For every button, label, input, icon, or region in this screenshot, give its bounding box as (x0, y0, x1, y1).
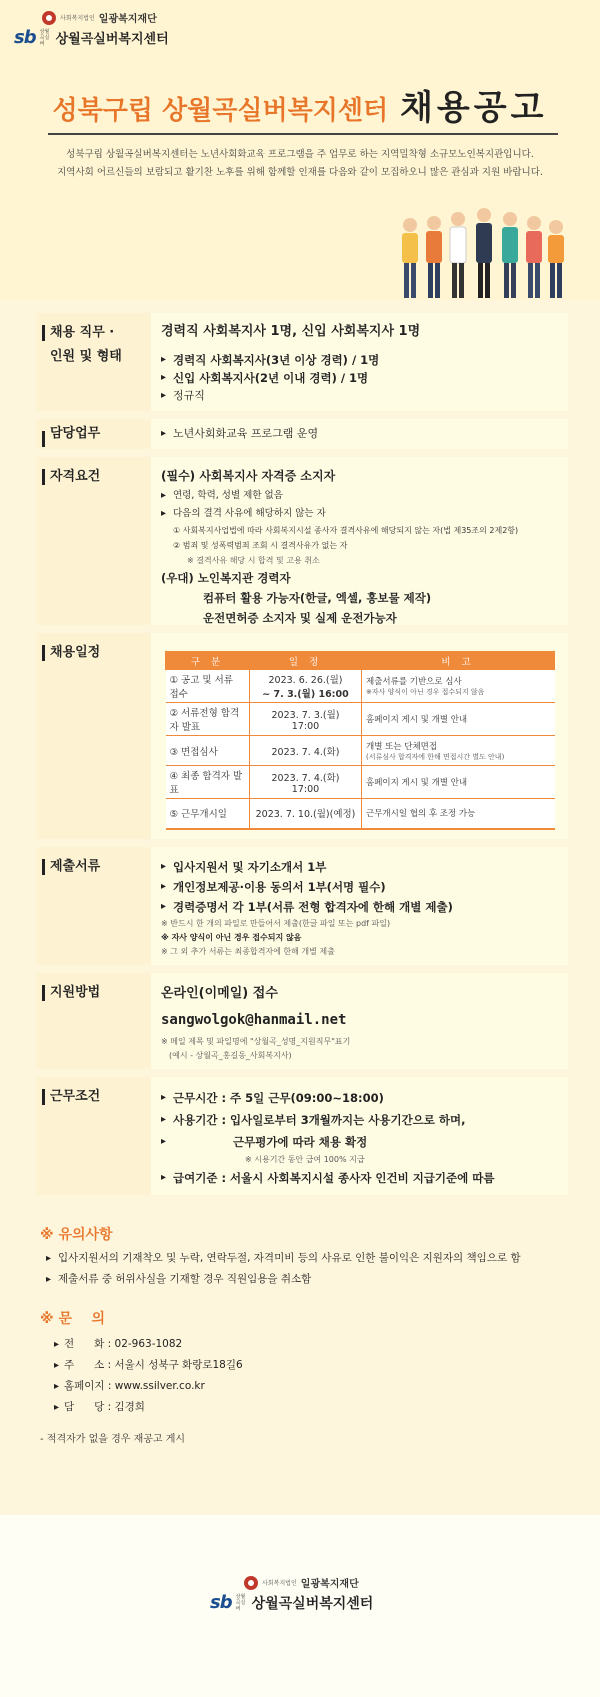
table-header-row (166, 652, 555, 670)
job-details (36, 313, 568, 1203)
contact-homepage[interactable]: ▸ 홈페이지 : www.ssilver.co.kr (40, 1376, 570, 1397)
person-figure-icon (450, 212, 466, 298)
table-row (166, 766, 555, 799)
qual-required: (필수) 사회복지사 자격증 소지자 (161, 469, 336, 483)
schedule-date (250, 736, 362, 766)
logo-mark: sb (14, 27, 36, 48)
person-figure-icon (526, 216, 542, 298)
section-body (151, 847, 568, 965)
table-row (166, 799, 555, 829)
caution-section (40, 1224, 570, 1290)
contact-phone: ▸ 전 화 : 02-963-1082 (40, 1334, 570, 1355)
qual-preferred: (우대) 노인복지관 경력자 (161, 571, 291, 585)
job-headline: 경력직 사회복지사 1명, 신입 사회복지사 1명 (161, 324, 421, 339)
table-header: 일 정 (250, 652, 362, 670)
table-row (166, 670, 555, 703)
job-item: ▸ 신입 사회복지사(2년 이내 경력) / 1명 (161, 369, 558, 387)
schedule-step: ② 서류전형 합격자 발표 (166, 703, 250, 736)
schedule-date-line: 2023. 7. 4.(화) (271, 772, 340, 784)
schedule-date-line: 17:00 (291, 783, 320, 795)
doc-note: ※ 반드시 한 개의 파일로 만들어서 제출(한글 파일 또는 pdf 파일) (161, 919, 391, 928)
label-line: 채용 직무 · (50, 325, 115, 340)
job-item: ▸ 정규직 (161, 387, 558, 405)
contact-person: ▸ 담 당 : 김경희 (40, 1397, 570, 1418)
foundation-seal-icon (42, 11, 56, 25)
intro-text (20, 146, 580, 182)
header-area (0, 0, 600, 300)
apply-email[interactable]: sangwolgok@hanmail.net (161, 1012, 347, 1028)
schedule-date-line: 2023. 6. 26.(월) (268, 675, 343, 686)
logo-foundation-name: 일광복지재단 (300, 1579, 359, 1590)
section-job (36, 313, 568, 411)
doc-item: ▸ 개인정보제공·이용 동의서 1부(서명 필수) (161, 877, 558, 897)
qual-sub: ② 범죄 및 성폭력범죄 조회 시 결격사유가 없는 자 (173, 541, 348, 550)
section-work-conditions (36, 1077, 568, 1195)
schedule-note-small: (서류심사 합격자에 한해 면접시간 별도 안내) (366, 752, 505, 761)
section-label (36, 973, 151, 1069)
final-note: - 적격자가 없을 경우 재공고 게시 (40, 1434, 186, 1445)
footer-logo (210, 1575, 373, 1613)
logo-mark-sub: 상월곡실버 (235, 1593, 246, 1612)
logo-center-name: 상월곡실버복지센터 (55, 32, 169, 47)
section-documents (36, 847, 568, 965)
contact-section (40, 1308, 570, 1418)
schedule-step: ④ 최종 합격자 발표 (166, 766, 250, 799)
schedule-date-line: 2023. 7. 4.(화) (271, 746, 340, 758)
apply-method: 온라인(이메일) 접수 (161, 986, 278, 1001)
section-body (151, 1077, 568, 1195)
section-schedule (36, 633, 568, 839)
schedule-note (362, 799, 555, 829)
section-body (151, 973, 568, 1069)
label-line: 담당업무 (50, 426, 101, 441)
schedule-date-line: ~ 7. 3.(월) 16:00 (262, 689, 349, 700)
doc-item: ▸ 입사지원서 및 자기소개서 1부 (161, 857, 558, 877)
table-header: 구 분 (166, 652, 250, 670)
schedule-step: ③ 면접심사 (166, 736, 250, 766)
foundation-seal-icon (244, 1576, 258, 1590)
schedule-note-line: 제출서류를 기반으로 심사 (366, 677, 462, 687)
people-illustration (398, 205, 568, 300)
qual-preferred-item: 운전면허증 소지자 및 실제 운전가능자 (203, 611, 397, 625)
logo-mark-sub: 상월곡실버 (39, 28, 50, 47)
work-item: ▸ 근무시간 : 주 5일 근무(09:00~18:00) (161, 1087, 558, 1109)
doc-note: ※ 자사 양식이 아닌 경우 접수되지 않음 (161, 933, 302, 942)
title-divider (48, 133, 558, 135)
section-duty (36, 419, 568, 449)
center-logo (14, 10, 169, 48)
schedule-date (250, 670, 362, 703)
label-line: 자격요건 (50, 469, 101, 484)
doc-item: ▸ 경력증명서 각 1부(서류 전형 합격자에 한해 개별 제출) (161, 897, 558, 917)
person-figure-icon (548, 220, 564, 298)
schedule-step: ⑤ 근무개시일 (166, 799, 250, 829)
qual-subnote: ※ 결격사유 해당 시 합격 및 고용 취소 (187, 556, 320, 565)
schedule-note (362, 766, 555, 799)
section-label (36, 633, 151, 839)
schedule-note-small: ※자사 양식이 아닌 경우 접수되지 않음 (366, 688, 485, 696)
schedule-date (250, 799, 362, 829)
work-item: ▸ 사용기간 : 입사일로부터 3개월까지는 사용기간으로 하며, (161, 1109, 558, 1131)
work-item-cont: ▸ 근무평가에 따라 채용 확정 (161, 1131, 558, 1153)
schedule-note-line: 홈페이지 게시 및 개별 안내 (366, 778, 468, 788)
section-apply (36, 973, 568, 1069)
schedule-note-line: 근무개시일 협의 후 조정 가능 (366, 809, 476, 820)
caution-item: ▸ 입사지원서의 기재착오 및 누락, 연락두절, 자격미비 등의 사유로 인한 불이익은 지원자의 책임으로 함 (40, 1248, 570, 1269)
schedule-date-line: 17:00 (291, 720, 320, 732)
section-body (151, 419, 568, 449)
title-recruitment: 채용공고 (400, 88, 548, 128)
logo-small-text: 사회복지법인 (262, 1580, 297, 1587)
label-line: 인원 및 형태 (50, 349, 122, 364)
job-item: ▸ 경력직 사회복지사(3년 이상 경력) / 1명 (161, 351, 558, 369)
work-note: ※ 시용기간 동안 급여 100% 지급 (245, 1155, 365, 1164)
person-figure-icon (426, 216, 442, 298)
table-row (166, 736, 555, 766)
section-body (151, 313, 568, 411)
person-figure-icon (402, 218, 418, 298)
schedule-note-line: 홈페이지 게시 및 개별 안내 (366, 715, 468, 725)
qual-item: ▸ 다음의 결격 사유에 해당하지 않는 자 (161, 505, 558, 523)
contact-title: ※ 문 의 (40, 1311, 106, 1327)
intro-line: 지역사회 어르신들의 보람되고 활기찬 노후를 위해 함께할 인재를 다음와 같이 모집하오니 많은 관심과 지원 바랍니다. (57, 167, 543, 178)
footer (0, 1515, 600, 1697)
doc-note: ※ 그 외 추가 서류는 최종합격자에 한해 개별 제출 (161, 947, 335, 956)
section-qualifications (36, 457, 568, 625)
duty-item: ▸ 노년사회화교육 프로그램 운영 (161, 425, 558, 443)
schedule-note-line: 개별 또는 단체면접 (366, 741, 438, 752)
apply-note: ※ 메일 제목 및 파일명에 "상월곡_성명_지원직무"표기 (161, 1037, 351, 1046)
contact-address: ▸ 주 소 : 서울시 성북구 화랑로18길6 (40, 1355, 570, 1376)
table-row (166, 703, 555, 736)
label-line: 근무조건 (50, 1089, 101, 1104)
table-header: 비 고 (362, 652, 555, 670)
caution-title: ※ 유의사항 (40, 1227, 113, 1243)
qual-preferred-item: 컴퓨터 활용 가능자(한글, 엑셀, 홍보물 제작) (203, 591, 432, 605)
section-body (151, 633, 568, 839)
logo-foundation-name: 일광복지재단 (98, 14, 157, 25)
schedule-note (362, 703, 555, 736)
qual-item: ▸ 연령, 학력, 성별 제한 없음 (161, 487, 558, 505)
schedule-date-line: 2023. 7. 10.(월)(예정) (255, 809, 356, 821)
apply-note: (예시 - 상월곡_홍길동_사회복지사) (169, 1051, 292, 1060)
person-figure-icon (502, 212, 518, 298)
work-item: ▸ 급여기준 : 서울시 사회복지시설 종사자 인건비 지급기준에 따름 (161, 1167, 558, 1189)
label-line: 채용일정 (50, 645, 101, 660)
caution-item: ▸ 제출서류 중 허위사실을 기재할 경우 직원임용을 취소함 (40, 1269, 570, 1290)
intro-line: 성북구립 상월곡실버복지센터는 노년사회화교육 프로그램을 주 업무로 하는 지역밀착형 소규모노인복지관입니다. (66, 149, 534, 160)
schedule-date-line: 2023. 7. 3.(월) (271, 709, 340, 721)
label-line: 제출서류 (50, 859, 101, 874)
schedule-note (362, 736, 555, 766)
logo-small-text: 사회복지법인 (60, 15, 95, 22)
schedule-step: ① 공고 및 서류 접수 (166, 670, 250, 703)
section-label (36, 1077, 151, 1195)
schedule-date (250, 766, 362, 799)
schedule-date (250, 703, 362, 736)
schedule-table (165, 651, 555, 830)
section-body (151, 457, 568, 625)
title-center-name: 성북구립 상월곡실버복지센터 (52, 96, 389, 126)
qual-sub: ① 사회복지사업법에 따라 사회복지시설 종사자 결격사유에 해당되지 않는 자(법 제35조의 2제2항) (173, 526, 519, 535)
section-label (36, 457, 151, 625)
logo-mark: sb (210, 1592, 232, 1613)
label-line: 지원방법 (50, 985, 101, 1000)
schedule-note (362, 670, 555, 703)
logo-center-name: 상월곡실버복지센터 (251, 1595, 374, 1612)
section-label (36, 313, 151, 411)
person-figure-icon (476, 208, 492, 298)
section-label (36, 847, 151, 965)
section-label (36, 419, 151, 449)
page-title (0, 80, 600, 129)
